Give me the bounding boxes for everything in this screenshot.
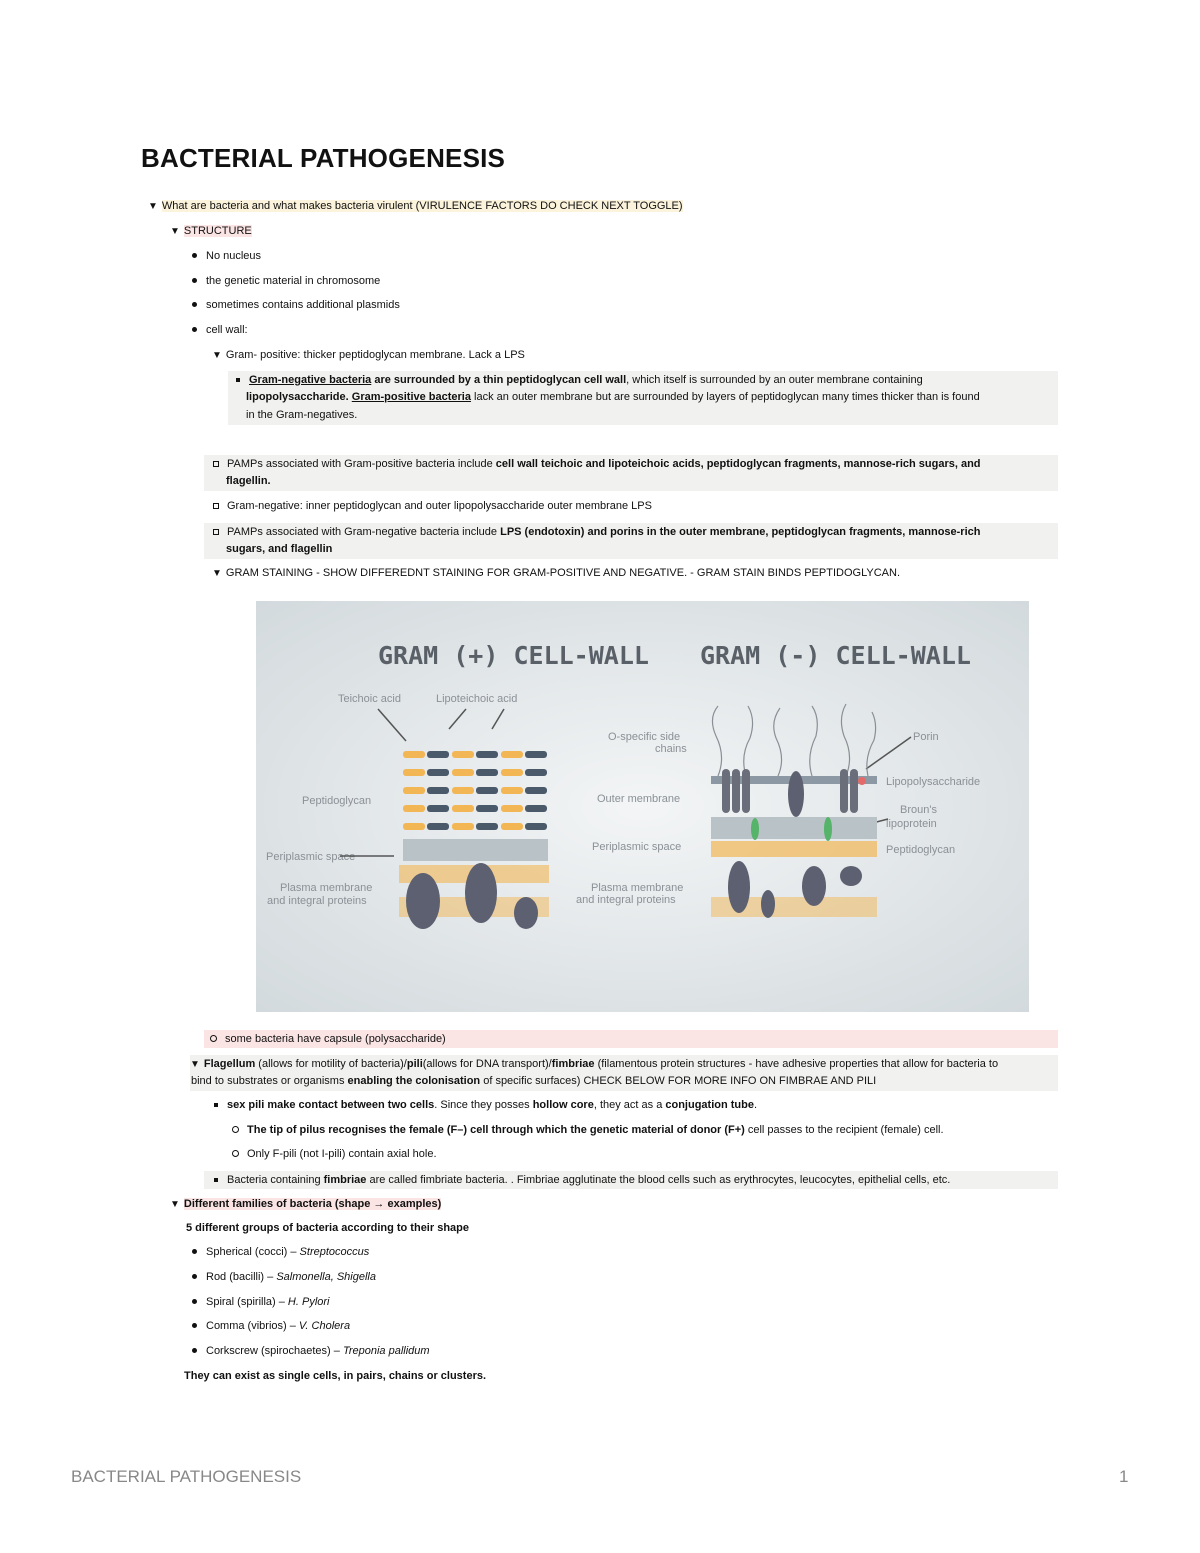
pamps-positive-box: PAMPs associated with Gram-positive bacteria include cell wall teichoic and lipoteichoic acids, peptidoglycan fragments, mannose-rich sugars, and flagellin. [204,455,1058,491]
exist-text: They can exist as single cells, in pairs, chains or clusters. [184,1370,487,1382]
label-plasma-1: Plasma membrane [280,882,373,894]
list-item: Spherical (cocci) – Streptococcus [190,1244,369,1261]
bullet-icon [192,327,197,332]
list-item: Gram-negative: inner peptidoglycan and outer lipopolysaccharide outer membrane LPS [212,498,652,515]
label-peptidoglycan-right: Peptidoglycan [886,844,956,856]
gram-callout-box: Gram-negative bacteria are surrounded by a thin peptidoglycan cell wall, which itself is surrounded by an outer membrane containing lipopolysaccharide. Gram-positive bacteria lack an outer membrane but are surrounded by layers of peptidoglycan many times thicker than is found in the Gram-negatives. [228,371,1058,425]
bullet-icon [192,1249,197,1254]
page-number: 1 [1119,1467,1129,1486]
bullet-icon [192,1274,197,1279]
list-item: sometimes contains additional plasmids [190,297,400,314]
bullet-icon [213,529,219,535]
label-peptidoglycan: Peptidoglycan [302,795,372,807]
toggle-families[interactable]: ▼ Different families of bacteria (shape → examples) [170,1196,441,1213]
bullet-icon [232,1150,239,1157]
label-ospecific-1: O-specific side [608,731,681,743]
label-plasma-2: and integral proteins [267,895,367,907]
list-item: Comma (vibrios) – V. Cholera [190,1318,350,1335]
list-item: No nucleus [190,248,261,265]
capsule-box: some bacteria have capsule (polysaccharide) [204,1030,1058,1048]
toggle-triangle-icon[interactable]: ▼ [170,1199,180,1210]
label-ospecific-2: chains [655,743,687,755]
bullet-icon [213,503,219,509]
bullet-icon [214,1178,218,1182]
toggle-triangle-icon[interactable]: ▼ [212,350,222,361]
toggle-triangle-icon[interactable]: ▼ [190,1059,200,1070]
page-title: BACTERIAL PATHOGENESIS [141,143,506,173]
figure-title-negative: GRAM (-) CELL-WALL [700,641,971,670]
bullet-icon [192,1299,197,1304]
toggle-virulence[interactable] [148,198,683,215]
toggle-gram-positive[interactable]: ▼ Gram- positive: thicker peptidoglycan membrane. Lack a LPS [212,347,525,364]
label-lipoteichoic: Lipoteichoic acid [436,693,518,705]
gram-cell-wall-figure [256,601,1029,1012]
label-plasma-right-2: and integral proteins [576,894,676,906]
list-item: cell wall: [190,322,248,339]
list-item: Rod (bacilli) – Salmonella, Shigella [190,1269,376,1286]
bullet-icon [192,253,197,258]
label-lps: Lipopolysaccharide [886,776,981,788]
toggle-structure[interactable] [170,223,252,240]
label-teichoic: Teichoic acid [338,693,401,705]
label-brouns-2: lipoprotein [886,818,937,830]
label-brouns-1: Broun's [900,804,937,816]
bullet-icon [192,1348,197,1353]
flagellum-toggle[interactable]: ▼ Flagellum (allows for motility of bacteria)/pili(allows for DNA transport)/fimbriae (filamentous protein structures - have adhesive properties that allow for bacteria to bind to substrates or organisms enabling the colonisation of specific surfaces) CHECK BELOW FOR MORE INFO ON FIMBRAE AND PILI [190,1055,1058,1091]
list-item: Corkscrew (spirochaetes) – Treponia pallidum [190,1343,430,1360]
families-intro: 5 different groups of bacteria according to their shape [186,1222,469,1234]
label-outer-membrane: Outer membrane [597,793,681,805]
list-item: the genetic material in chromosome [190,273,380,290]
toggle-gram-staining[interactable]: ▼ GRAM STAINING - SHOW DIFFEREDNT STAINING FOR GRAM-POSITIVE AND NEGATIVE. - GRAM STAIN BINDS PEPTIDOGLYCAN. [212,565,900,582]
label-plasma-right-1: Plasma membrane [591,882,684,894]
toggle-triangle-icon[interactable]: ▼ [212,568,222,579]
list-item: Spiral (spirilla) – H. Pylori [190,1294,329,1311]
bullet-icon [236,378,240,382]
bullet-icon [213,461,219,467]
toggle-triangle-icon[interactable]: ▼ [148,201,158,212]
toggle-triangle-icon[interactable]: ▼ [170,226,180,237]
label-porin: Porin [913,731,939,743]
figure-title-positive: GRAM (+) CELL-WALL [378,641,649,670]
pamps-negative-box: PAMPs associated with Gram-negative bacteria include LPS (endotoxin) and porins in the outer membrane, peptidoglycan fragments, mannose-rich sugars, and flagellin [204,523,1058,559]
bullet-icon [192,278,197,283]
label-periplasmic-right: Periplasmic space [592,841,682,853]
list-item: The tip of pilus recognises the female (F–) cell through which the genetic material of donor (F+) cell passes to the recipient (female) cell. [232,1122,944,1139]
structure-label: STRUCTURE [183,225,252,237]
bullet-icon [192,1323,197,1328]
label-periplasmic: Periplasmic space [266,851,356,863]
bullet-icon [192,302,197,307]
list-item: sex pili make contact between two cells. Since they posses hollow core, they act as a conjugation tube. [212,1097,757,1114]
toggle-virulence-label: What are bacteria and what makes bacteria virulent (VIRULENCE FACTORS DO CHECK NEXT TOGGLE) [161,200,683,212]
bullet-icon [232,1126,239,1133]
footer-title: BACTERIAL PATHOGENESIS [71,1467,302,1486]
bullet-icon [214,1103,218,1107]
fimbriate-box: Bacteria containing fimbriae are called fimbriate bacteria. . Fimbriae agglutinate the blood cells such as erythrocytes, leucocytes, epithelial cells, etc. [204,1171,1058,1189]
list-item: Only F-pili (not I-pili) contain axial hole. [232,1146,437,1163]
bullet-icon [210,1035,217,1042]
